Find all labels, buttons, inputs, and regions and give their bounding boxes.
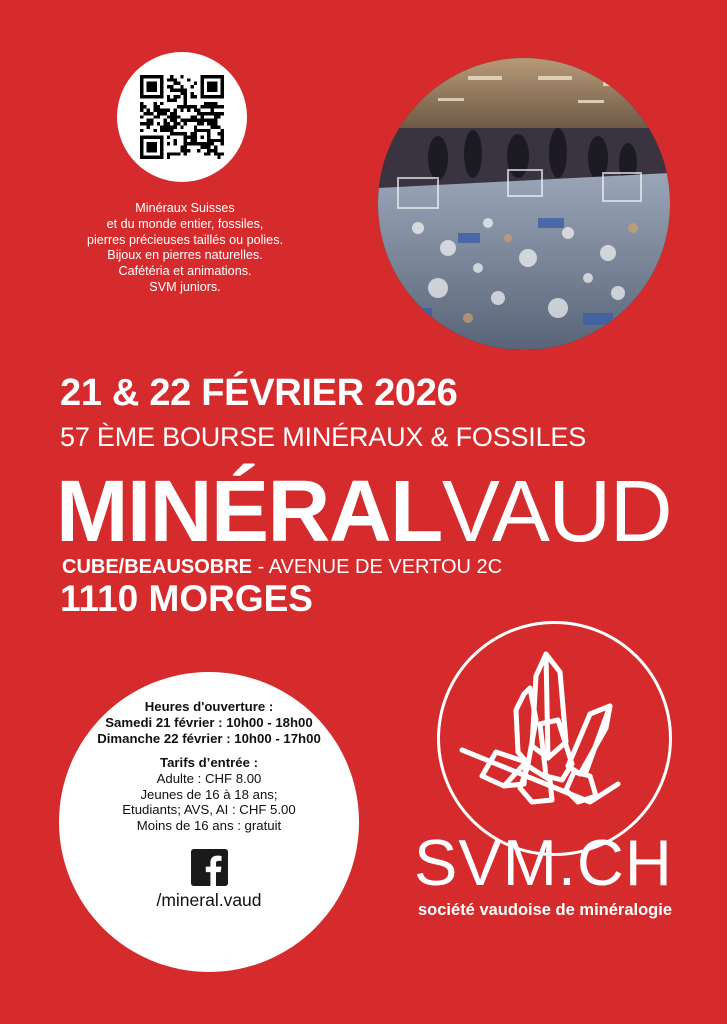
venue-city: 1110 MORGES <box>60 578 313 619</box>
event-brand <box>56 463 672 560</box>
venue-name: CUBE/BEAUSOBRE <box>62 556 253 578</box>
exhibition-hall-illustration <box>378 58 670 350</box>
event-dates: 21 & 22 FÉVRIER 2026 <box>60 372 458 414</box>
crystal-icon <box>440 624 669 853</box>
info-circle <box>59 672 359 972</box>
hours-sunday: Dimanche 22 février : 10h00 - 17h00 <box>97 731 321 746</box>
price-line: Adulte : CHF 8.00 <box>156 771 262 786</box>
venue-line <box>62 556 502 579</box>
price-line: Moins de 16 ans : gratuit <box>136 817 282 833</box>
price-line: Etudiants; AVS, AI : CHF 5.00 <box>122 802 296 818</box>
facebook-handle[interactable]: /mineral.vaud <box>156 890 262 911</box>
intro-line: Bijoux en pierres naturelles. <box>107 248 263 263</box>
facebook-icon[interactable] <box>191 849 228 886</box>
svm-logo <box>437 621 672 856</box>
intro-line: et du monde entier, fossiles, <box>106 216 264 231</box>
intro-text <box>60 201 310 296</box>
price-line: Jeunes de 16 à 18 ans; <box>140 786 278 802</box>
hours-heading: Heures d'ouverture : <box>144 699 274 714</box>
intro-line: Minéraux Suisses <box>135 201 235 215</box>
hours-saturday: Samedi 21 février : 10h00 - 18h00 <box>105 715 313 730</box>
exhibition-hall-photo <box>378 58 670 350</box>
brand-bold: MINÉRAL <box>56 463 442 560</box>
brand-light: VAUD <box>441 463 672 560</box>
organizer-tagline: société vaudoise de minéralogie <box>418 901 673 919</box>
qr-code-badge[interactable] <box>117 52 247 182</box>
intro-line: Cafétéria et animations. <box>118 264 252 279</box>
prices-heading: Tarifs d’entrée : <box>160 755 258 770</box>
organizer-name: SVM.CH <box>414 826 673 899</box>
event-edition: 57 ÈME BOURSE MINÉRAUX & FOSSILES <box>60 422 587 452</box>
qr-code-icon <box>140 75 224 159</box>
intro-line: pierres précieuses taillés ou polies. <box>86 232 283 247</box>
venue-address: - AVENUE DE VERTOU 2C <box>252 556 503 578</box>
intro-line: SVM juniors. <box>149 279 221 294</box>
